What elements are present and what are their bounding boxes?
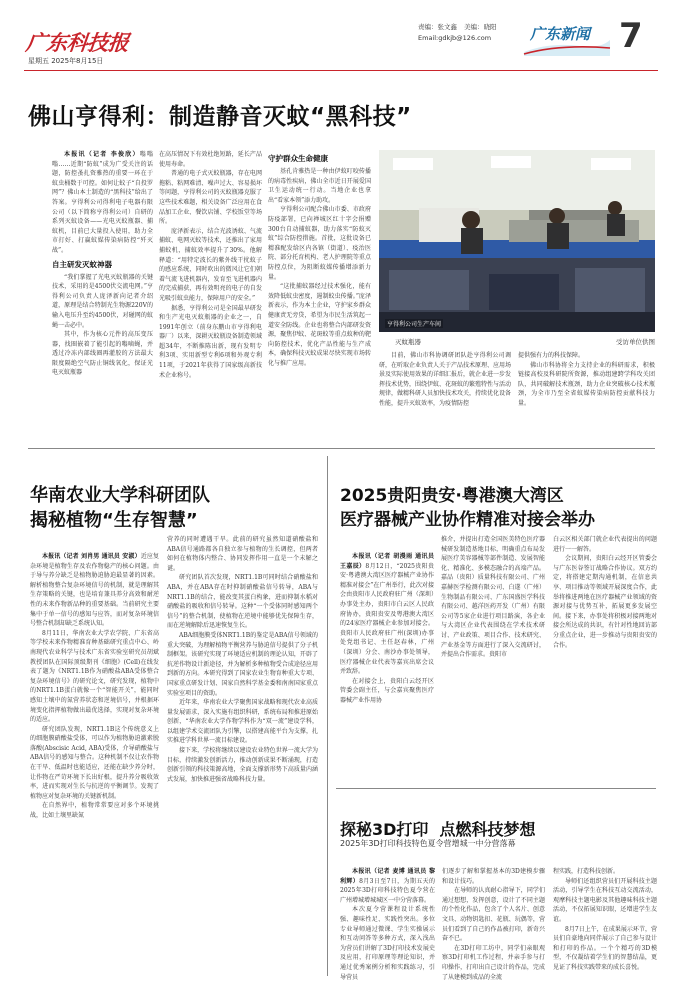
a1-col1 bbox=[52, 150, 153, 439]
headline-guiyang-2: 医疗器械产业协作精准对接会举办 bbox=[340, 510, 595, 530]
a1-col3-body bbox=[268, 153, 371, 368]
page-number: 7 bbox=[619, 16, 643, 56]
paragraph bbox=[52, 330, 153, 378]
paragraph-text: 庞泽新表示，结合光波诱蚊、气流捕蚊、电网灭蚊等技术，还推出了家用捕蚊机，捕蚊效率提升了30%。他解释道：“用特定波长的紫外线干扰蚊子的感应系统，同时吹出的微风让它们朝着气流飞进机器内，发育至飞进机器内的完成捕获，再有效明亮的电子的自发光吸引蚊虫能力，保障用户的安全。” bbox=[159, 227, 262, 302]
paragraph-text: 导师们还组织营员们开展科技主题活动，引导学生在科技互动交流活动，观摩科技主题电影及其他趣味科技主题活动，不仅拓展知识眼，还增进学生友谊。 bbox=[553, 877, 657, 923]
paragraph bbox=[30, 801, 159, 820]
paragraph bbox=[30, 725, 159, 802]
a3-col3 bbox=[553, 535, 657, 782]
paragraph-text: 研究团队发现，NRT1.1B这个传统意义上的细胞膜硝酸盐受体，可以作为植物胁迫激素脱落酸(Abscisic Acid, ABA)受体，介导硝酸盐与ABA信号的感知与整合。这种机制不仅让农作物在干旱、低温时也能适应，还能在缺少养分时，让作物在严苛环境下长出好根，提升养分吸收效率，进而实现对生长与抗逆的平衡调节。发现了植物应对复杂环境的关键新机制。 bbox=[30, 725, 159, 800]
a2-col1-body bbox=[30, 552, 159, 821]
a4-col2 bbox=[442, 867, 545, 981]
masthead bbox=[0, 0, 682, 76]
paragraph-text: 在自然界中，植物常常要应对多个环境挑战，比如土壤里缺氮 bbox=[30, 802, 159, 820]
paragraph bbox=[442, 944, 545, 982]
paragraph bbox=[167, 573, 318, 631]
editor-credit: 责编：张文鑫 bbox=[418, 23, 457, 31]
headline-scau-2: 揭秘植物“生存智慧” bbox=[30, 510, 198, 531]
a1-col2 bbox=[159, 150, 262, 439]
paragraph bbox=[441, 535, 545, 660]
paragraph bbox=[159, 169, 262, 227]
paragraph bbox=[268, 282, 371, 368]
paragraph-text: 在对接会上，贵阳白云经开区管委会副主任，与会嘉宾聚焦医疗器械产业作用协 bbox=[340, 677, 434, 704]
a4-col2-body bbox=[442, 867, 545, 982]
paragraph-text: 本次夏令营课程设计系统性强、趣味性足、实践性突出。多位专业导师通过微课、学生实操展示和互动问答等多种方式，深入浅出为营员们讲解了3D打印技术发展史及应用，打印原理等理论知识，并通过优秀案例分析和实践练习，引导营员 bbox=[340, 906, 435, 981]
paragraph bbox=[379, 351, 511, 409]
headline-scau-1: 华南农业大学科研团队 bbox=[30, 485, 210, 506]
a1-col4-body bbox=[379, 351, 511, 409]
a4-col1 bbox=[340, 867, 435, 981]
a3-col2 bbox=[441, 535, 545, 782]
paragraph bbox=[553, 877, 657, 925]
paragraph-text: 8月3日至7日，为期五天的2025年3D打印科技特色夏令营在广州增城增城城区一中分营落幕。 bbox=[340, 877, 435, 904]
a4-col3 bbox=[553, 867, 657, 977]
paragraph-text: 在高压情况下有效杜绝短路，延长产品使用寿命。 bbox=[159, 151, 262, 168]
paragraph-text: 研究团队首次发现，NRT1.1B可同时结合硝酸盐和ABA，并在ABA存在时抑制硝酸盐信号转导，ABA与NRT1.1B的结合，能改变其蛋白构象，进而抑制水稻对硝酸盐的吸收和信号转导。这种“一个受体同时感知两个信号”的整合机制，使植物在逆境中能够优先保障生存，而在逆境解除后迅速恢复生长。 bbox=[167, 574, 318, 630]
paragraph bbox=[30, 552, 159, 629]
paragraph bbox=[442, 886, 545, 944]
paragraph bbox=[167, 698, 318, 746]
a1-col5-body bbox=[518, 351, 655, 409]
paragraph-text: 8月7日上午，在成果展示环节，营员们自豪地向同伴展示了自己参与设计和打印的作品。一个个精巧的3D模型，不仅凝结着学生们的智慧结晶，更见证了科技实践带来的成长喜悦。 bbox=[553, 925, 657, 971]
paragraph bbox=[518, 351, 655, 361]
paragraph bbox=[340, 905, 435, 982]
a3-col1-body bbox=[340, 552, 434, 706]
paragraph bbox=[340, 677, 434, 706]
paragraph-text: 营养的同时遭遇干旱。此前的研究虽然知道硝酸盐和ABA信号通路都各自独立参与植物的生长调控，但两者如何在植物体内整合、协同发挥作用一直是一个未解之谜。 bbox=[167, 536, 318, 572]
paragraph bbox=[167, 746, 318, 784]
a4-col3-body bbox=[553, 867, 657, 973]
paragraph-text: 在3D打印工坊中，同学们亲眼观察3D打印机工作过程，并亲手参与打印操作，打印出自己设计的作品，完成了从建模到成品的全流 bbox=[442, 944, 545, 981]
paragraph-text: 近应复杂环境是植物生存及农作物稳产的核心问题。由于导与养分缺乏是植物胁迫胁迫最显著的因素。解析植物整合复杂环境信号的机制，就是理解其生存策略的关键，也是培育兼具养分高效和耐逆性的未来作物新品种的重要基础。当前研究主要集中于单一信号的感知与应答，而对复杂环境信号整合机制却缺乏系统认知。 bbox=[30, 553, 159, 628]
paragraph-text: 白云区相关部门就企业代表提出的问题进行一一解答。 bbox=[553, 536, 657, 553]
paragraph bbox=[52, 273, 153, 331]
a4-col1-body bbox=[340, 867, 435, 982]
date-line: 星期五 2025年8月15日 bbox=[28, 57, 104, 65]
paragraph-text: 8月11日，华南农业大学农学院、广东省高等学校未来作物精准育种基础研究重点中心、岭南现代农业科学与技术广东省实验室研究员胡斌教授团队在国际顶级期刊《细胞》(Cell)在线发表了题为《NRT1.1B作为硝酸盐ABA受体整合复杂环境信号》的研究论文，研究发现，植物中的NRT1.1B蛋白就像一个“智能开关”，能同时感知土壤中的氮营养状态和逆境信号，并根据环境变化指挥植物做出最优选择，实现对复杂环境的适应。 bbox=[30, 629, 159, 724]
paragraph bbox=[553, 535, 657, 554]
paragraph bbox=[159, 304, 262, 381]
paragraph-text: 其中，作为核心元件的高压变压器，找圈嵌着了能引起的嗡嘀蝇，并透过冷冻内部线圈再灌胶的方法最大限度隔绝空气防止铜线氧化，保证光电灭蚊瓶器 bbox=[52, 331, 153, 377]
a1-col2-body bbox=[159, 150, 262, 380]
paragraph bbox=[268, 205, 371, 282]
paragraph bbox=[553, 925, 657, 973]
subhead-3dprint: 2025年3D打印科技特色夏令营增城一中分营落幕 bbox=[340, 839, 516, 848]
paragraph-text: ABA细胞膜受体NRT1.1B的鉴定是ABA信号领域的重大突破，为理解植物平衡营养与胁迫信号提供了分子机制框架。该研究实现了环境适应机制的理论认知，开辟了抗逆作物设计新途径，并为解析多种植物受合成途径应用到新的方向。本研究得到了国家农业生物育种重大专项、国家重点研发计划、国家自然科学基金委和南南国家重点实验室项目的资助。 bbox=[167, 631, 318, 697]
divider-vertical bbox=[327, 456, 328, 976]
divider-2 bbox=[336, 788, 656, 789]
paragraph bbox=[340, 552, 434, 677]
paragraph bbox=[518, 361, 655, 409]
paragraph bbox=[30, 629, 159, 725]
email: Email:gdkjb@126.com bbox=[418, 34, 492, 42]
paragraph-text: 嗡嗡嗡……近期“防蚊”成为广受关注的话题，防控蚤扎资雅热的重要一环在于蚊虫桶数于可控。如何让蚊子“自投罗网”？佛山本土制造的“黑科技”给出了答案。亨得利公司得利电子电器有限公司（以下简称亨得利公司）自研的系列灭蚊设备——光电灭蚊瓶器、捕蚊机，目前已大量投入使用，助力全市打好、打赢蚊媒传染病防控“歼灭战”。 bbox=[52, 151, 153, 254]
paragraph-text: 目前，佛山市科协调研团队赴亨得利公司调研，在听取企业负责人关于产品技术原理、应用场景及实际使用效果的详细汇报后，就企业进一步发挥技术优势，围绕伊蚊、花斑蚊的繁殖特性与活动规律，做精科研人员加快技术攻关，持续优化设备性能，提升灭蚊效率，为疫情防控 bbox=[379, 352, 512, 407]
paragraph bbox=[159, 227, 262, 304]
paragraph-text: 们逐步了解和掌握基本的3D建模步骤和设计技巧。 bbox=[442, 868, 545, 885]
paragraph-text: 佛山市科协将全力支持企业的科研需求，积极链接高校及科研院所资源，推动组建跨学科攻关团队，共同破解技术瓶颈，助力企业突破核心技术瓶颈，为全市乃至全省蚊媒传染病防控贡献科技力量。 bbox=[518, 361, 655, 407]
byline: 本报讯（记者 麦博 通讯员 黎利辉） bbox=[340, 868, 435, 885]
masthead-rule bbox=[24, 70, 658, 71]
paragraph-text: 据悉，亨得利公司是全国最早研发和生产光电灭蚊瓶器的企业之一，自1991年创立（前身东鹏山市亨得利电器厂）以来，深耕灭蚊瓶设备制造领域超34年，不断推陈出新，现有发明专利3项、实用新型专利6项和外观专利11项，于2021年获得了国家级高新技术企业称号。 bbox=[159, 304, 262, 379]
a2-col2-body bbox=[167, 535, 318, 784]
paragraph bbox=[340, 867, 435, 905]
factory-photo bbox=[379, 150, 655, 332]
subheading: 守护群众生命健康 bbox=[268, 154, 328, 163]
paragraph bbox=[52, 150, 153, 256]
paragraph bbox=[159, 150, 262, 169]
paragraph-text: 近年来，华南农业大学聚焦国家战略和现代农业高质量发展需求，深入实施有组织科研，系统布局和推进原始创新，“华南农业大学作物学科作为“双一流”建设学科，以组建学术交流团队为引擎，以搭建高能平台为支撑，扎实推进学科世界一流目标建设。 bbox=[167, 699, 318, 745]
designer-credit: 美编：晓阳 bbox=[464, 23, 497, 31]
paragraph-text: 接下来，学校将继续以建设农业特色世界一流大学为目标，持续激发创新活力，推动创新成果不断涌现，打造创新引领的科技策源高地，全面支撑新形势下高质量内涵式发展，加快推进强省战略科技力量。 bbox=[167, 747, 318, 783]
paragraph bbox=[553, 867, 657, 877]
a3-col3-body bbox=[553, 535, 657, 650]
paragraph-text: 亨得利公司配合佛山市委、市政府防疫部署，已向禅城区红十字会捐赠300台自动捕蚊器，助力落实“防蚊灭蚊”综合防控措施。首批，这批设备已精准配发给区内各镇（街道）、疫治医院、部分托育机构、老人护理院等重点防控点位，为阻断蚊媒传播增添新力量。 bbox=[268, 206, 371, 281]
paragraph bbox=[442, 867, 545, 886]
byline: 本报讯（记者 刘肖男 通讯员 安淑） bbox=[42, 553, 141, 560]
paragraph-text: 提供强有力的科技保障。 bbox=[518, 352, 585, 359]
divider-1 bbox=[28, 448, 655, 449]
masthead-logo: 广东科技报 bbox=[24, 31, 130, 55]
a1-col1-body bbox=[52, 150, 153, 378]
a3-col2-body bbox=[441, 535, 545, 660]
subheading: 自主研发灭蚊神器 bbox=[52, 259, 112, 269]
headline-guiyang-1: 2025贵阳贵安·粤港澳大湾区 bbox=[340, 486, 564, 506]
paragraph-text: 在导师的认真耐心指导下，同学们通过想想，发挥创意，设计了不同主题的个性化作品，包含了个人名片、创意文具、动物钥匙扣、花瓶、玩偶等，营员们看到了自己的作品被打印，新奇兴奋不已。 bbox=[442, 887, 545, 943]
paragraph bbox=[167, 631, 318, 698]
paragraph-text: 8月12日，“2025贵阳贵安·粤港澳大湾区医疗器械产业协作精准对接会”在广州举行，此次对接会由贵阳市人民政府驻广州（深圳）办事处主办，贵阳市白云区人民政府协办，贵阳贵安及粤港澳大湾区的24家医疗器械企业参加对接会。贵阳市人民政府驻广州(深圳)办事处党组书记、主任赵春林，广州（深圳）分会、南沙办事处领导，医疗器械企业代表等嘉宾出席会议并致辞。 bbox=[340, 562, 434, 676]
photo-caption-left: 亨得利公司生产车间 bbox=[387, 321, 442, 328]
section-name: 广东新闻 bbox=[530, 25, 591, 43]
paragraph-text: 基孔肯雅热是一种由伊蚊叮咬传播的病毒性疾病，佛山全市近日开展爱国卫生运动统一行动。当地企业也拿出“看家本领”添力助攻。 bbox=[268, 168, 371, 204]
paragraph bbox=[167, 535, 318, 573]
photo-caption: 灭蚊瓶器 bbox=[395, 338, 421, 346]
a2-col1 bbox=[30, 552, 159, 972]
headline-3dprint: 探秘3D打印 点燃科技梦想 bbox=[340, 820, 536, 839]
paragraph-text: “我们掌握了光电灭蚊瓶器的关键技术，采用的是4500伏交流电网。”亨得利公司负责人庞泽新向记者介绍道，原理是结合特制光生物源220V的输入电压升至约4500伏，对碰网的蚊蝇一击必中。 bbox=[52, 273, 153, 329]
a1-col3 bbox=[268, 150, 371, 439]
byline: 本报讯（记者 李俊欣） bbox=[64, 151, 140, 158]
paragraph-text: 普通的电子式灭蚊瓶器，存在电网拖粘、粘网难清、噪声过大、容易损坏等问题，亨得利公司的灭蚊瓶器克服了这些技术难题，相关设备广泛应用在食品加工企业、餐饮店铺、学校饭堂等场所。 bbox=[159, 170, 262, 226]
paragraph-text: “这批捕蚊器经过技术强化，能有效降低蚊虫密度，遏制蚊虫传播。”庞泽新表示，作为本土企业，守护家乡群众健康责无旁贷，希望为市民生活筑起一道安全防线。企业也将整合内部研发资源，聚焦伊蚊、花斑蚊等重点蚊种的靶向防控技术，优化产品性能与生产成本，确保科技灭蚊成果尽快实现市场转化与推广应用。 bbox=[268, 283, 371, 367]
a1-col4 bbox=[379, 351, 511, 441]
a3-col1 bbox=[340, 552, 434, 782]
paragraph bbox=[553, 554, 657, 650]
paragraph bbox=[268, 167, 371, 205]
paragraph-text: 推介，并提出打造全国医美特色医疗器械研发制造基地目标，明确重点布局发展医疗美容器械等部件制造、发展智能化、精准化、多模态融合的高端产品。嘉品（贵阳）质量科技有限公司、广州嘉赫医学检测有限公司、白遂（广州）生物制品有限公司、广东国盛医学科技有限公司、越洋医药开发（广州）有限公司等5家企业进行项目路演，各企业与大湾区企业代表围绕在学术技术研讨、产业政策、项目合作、技术研究、产业基金等方面进行了深入交流研讨，并提出合作需求。贵阳市 bbox=[441, 536, 545, 659]
headline-foshan: 佛山亨得利：制造静音灭蚊“黑科技” bbox=[28, 104, 412, 130]
paragraph-text: 会议期间，贵阳白云经开区管委会与广东医谷签订战略合作协议。双方约定，将搭建定期沟通机制，在信息共享、项目推动等领域开展深度合作，此举将推进两地在医疗器械产业领域的资源对接与优势互补，拓展更多发展空间。接下来，办事处将积极对接两地对接会所达成的共识，有针对性地回访部分重点企业，进一步推动与贵阳贵安的合作。 bbox=[553, 555, 657, 649]
a2-col2 bbox=[167, 535, 318, 972]
paragraph-text: 程实践，打造科技创新。 bbox=[553, 868, 620, 875]
photo-credit: 受访单位供图 bbox=[616, 338, 655, 346]
a1-col5 bbox=[518, 351, 655, 441]
byline: 本报讯（记者 胡漫雨 通讯员 王嘉辰） bbox=[340, 553, 434, 570]
